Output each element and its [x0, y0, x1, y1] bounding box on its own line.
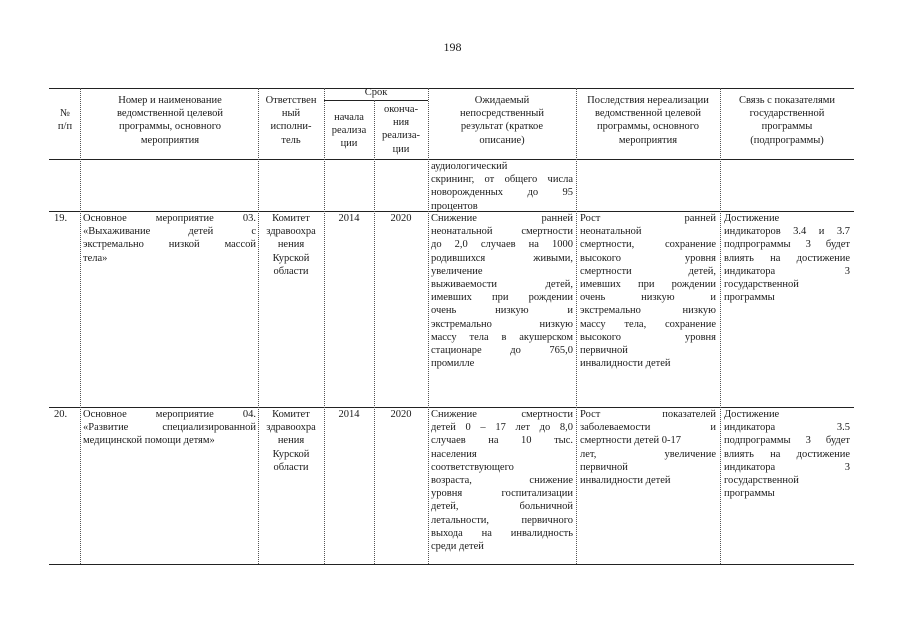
col-sep	[720, 88, 721, 564]
row-19-link: Достижение индикаторов 3.4 и 3.7 подпрограммы 3 будет влиять на достижение индикатора 3 государственной программы	[724, 213, 850, 304]
row-20-start: 2014	[338, 409, 360, 420]
row-19-name: Основное мероприятие 03. «Выхаживание детей с экстремально низкой массой тела»	[83, 213, 256, 264]
row-19-end: 2020	[390, 213, 412, 224]
header-term: Срок	[364, 87, 388, 98]
term-header-rule	[324, 100, 428, 101]
header-responsible: Ответствен ный исполни- тель	[265, 95, 317, 146]
row-20-link: Достижение индикатора 3.5 подпрограммы 3 будет влиять на достижение индикатора 3 государственной программы	[724, 409, 850, 500]
row-20-responsible: Комитет здравоохра нения Курской области	[266, 409, 316, 473]
col-sep	[428, 88, 429, 564]
header-consequences: Последствия нереализации ведомственной целевой программы, основного мероприятия	[587, 95, 709, 146]
row-20-result: Снижение смертности детей 0 – 17 лет до 8,0 случаев на 10 тыс. населения соответствующего возраста, снижение уровня госпитализации детей, больничной летальности, первичного выхода на инвалидность среди детей	[431, 409, 573, 553]
row-19-result: Снижение ранней неонатальной смертности до 2,0 случаев на 1000 родившихся живыми, увеличение выживаемости детей, имевших при рождении очень низкую и экстремально низкую массу тела в акушерском стационаре до 765,0 промилле	[431, 213, 573, 370]
col-sep	[80, 88, 81, 564]
col-sep	[374, 100, 375, 564]
row-19-consequences: Рост ранней неонатальной смертности, сохранение высокого уровня смертности детей, имевших при рождении очень низкую и экстремально низкую массу тела, сохранение высокого уровня первичной инвалидности детей	[580, 213, 716, 370]
row-19-start: 2014	[338, 213, 360, 224]
continuation-text: аудиологический скрининг, от общего числа новорожденных до 95 процентов	[431, 161, 573, 212]
header-end: оконча- ния реализа- ции	[382, 104, 420, 155]
row-20-num: 20.	[54, 409, 68, 420]
col-sep	[576, 88, 577, 564]
header-name: Номер и наименование ведомственной целевой программы, основного мероприятия	[117, 95, 223, 146]
row-19-num: 19.	[54, 213, 68, 224]
header-link: Связь с показателями государственной программы (подпрограммы)	[738, 95, 836, 146]
table-bottom-border	[49, 564, 854, 565]
header-start: начала реализа ции	[331, 112, 367, 150]
row-20-end: 2020	[390, 409, 412, 420]
col-sep	[258, 88, 259, 564]
header-num: № п/п	[57, 108, 73, 133]
table-top-border	[49, 88, 854, 89]
row-20-consequences: Рост показателей заболеваемости и смертности детей 0-17 лет, увеличение первичной инвалидности детей	[580, 409, 716, 487]
header-result: Ожидаемый непосредственный результат (краткое описание)	[460, 95, 544, 146]
row-20-name: Основное мероприятие 04. «Развитие специализированной медицинской помощи детям»	[83, 409, 256, 447]
col-sep	[324, 88, 325, 564]
row-19-responsible: Комитет здравоохра нения Курской области	[266, 213, 316, 277]
page-number: 198	[443, 40, 462, 54]
